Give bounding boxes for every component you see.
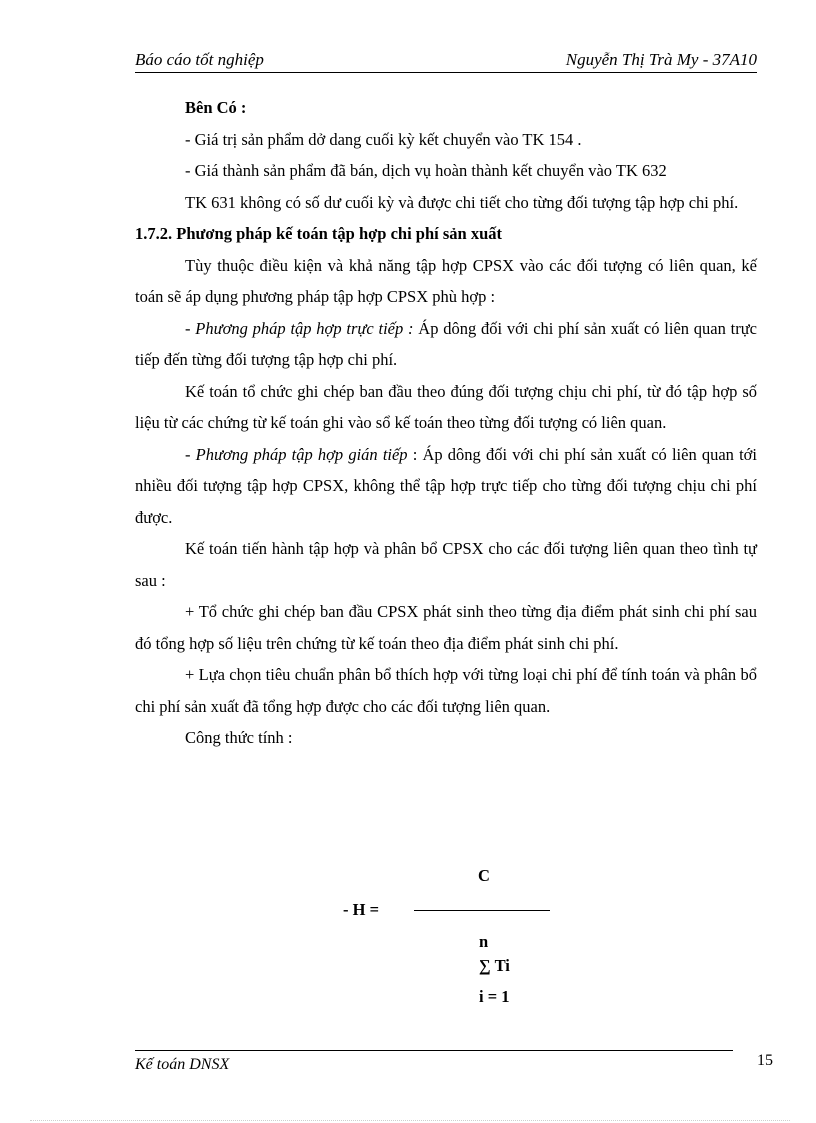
allocation-formula [330, 866, 570, 1016]
tk631-paragraph: TK 631 không có số dư cuối kỳ và được chi tiết cho từng đối tượng tập hợp chi phí. [185, 192, 739, 212]
formula-lhs: - H = [343, 900, 379, 919]
indirect-method-paragraph [135, 439, 757, 534]
page-number: 15 [757, 1052, 773, 1069]
indirect-method-term: - Phương pháp tập hợp gián tiếp [185, 444, 408, 464]
credit-item-2: - Giá thành sản phẩm đã bán, dịch vụ hoàn thành kết chuyển vào TK 632 [185, 161, 667, 180]
sum-lower-limit: i = 1 [479, 987, 510, 1006]
sum-upper-limit: n [479, 932, 489, 951]
step-1: + Tổ chức ghi chép ban đầu CPSX phát sinh theo từng địa điểm phát sinh chi phí sau đó tổng hợp số liệu trên chứng từ kế toán theo địa điểm phát sinh chi phí. [135, 602, 757, 653]
formula-label: Công thức tính : [185, 728, 293, 747]
formula-numerator: C [478, 866, 490, 885]
credit-item-1: - Giá trị sản phẩm dở dang cuối kỳ kết chuyển vào TK 154 . [185, 129, 582, 149]
page-header [135, 48, 757, 73]
page-bottom-border [30, 1120, 790, 1121]
section-heading: 1.7.2. Phương pháp kế toán tập hợp chi phí sản xuất [135, 224, 502, 243]
fraction-bar [414, 910, 550, 911]
header-report-title: Báo cáo tốt nghiệp [135, 50, 264, 69]
sum-term: ∑ Ti [479, 956, 510, 975]
credit-side-label: Bên Có : [185, 98, 247, 117]
allocation-intro: Kế toán tiến hành tập hợp và phân bổ CPSX cho các đối tượng liên quan theo tình tự sau : [135, 539, 757, 590]
document-body [135, 92, 757, 754]
footer-divider [135, 1050, 733, 1051]
direct-method-desc: Áp dông đối với chi phí sản xuất có liên quan trực tiếp đến từng đối tượng tập hợp chi phí. [135, 318, 757, 369]
direct-method-term: - Phương pháp tập hợp trực tiếp : [185, 318, 414, 338]
direct-method-paragraph [135, 313, 757, 376]
indirect-method-desc: : Áp dông đối với chi phí sản xuất có liên quan tới nhiều đối tượng tập hợp CPSX, không thể tập hợp trực tiếp cho từng đối tượng chịu chi phí được. [135, 444, 757, 527]
direct-method-detail: Kế toán tổ chức ghi chép ban đầu theo đúng đối tượng chịu chi phí, từ đó tập hợp số liệu từ các chứng từ kế toán ghi vào sổ kế toán theo từng đối tượng có liên quan. [135, 381, 757, 432]
header-author: Nguyễn Thị Trà My - 37A10 [565, 50, 757, 69]
intro-paragraph: Tùy thuộc điều kiện và khả năng tập hợp CPSX vào các đối tượng có liên quan, kế toán sẽ áp dụng phương pháp tập hợp CPSX phù hợp : [135, 255, 757, 306]
step-2: + Lựa chọn tiêu chuẩn phân bổ thích hợp với từng loại chi phí để tính toán và phân bổ chi phí sản xuất đã tổng hợp được cho các đối tượng liên quan. [135, 665, 757, 716]
footer-title: Kế toán DNSX [135, 1056, 230, 1073]
